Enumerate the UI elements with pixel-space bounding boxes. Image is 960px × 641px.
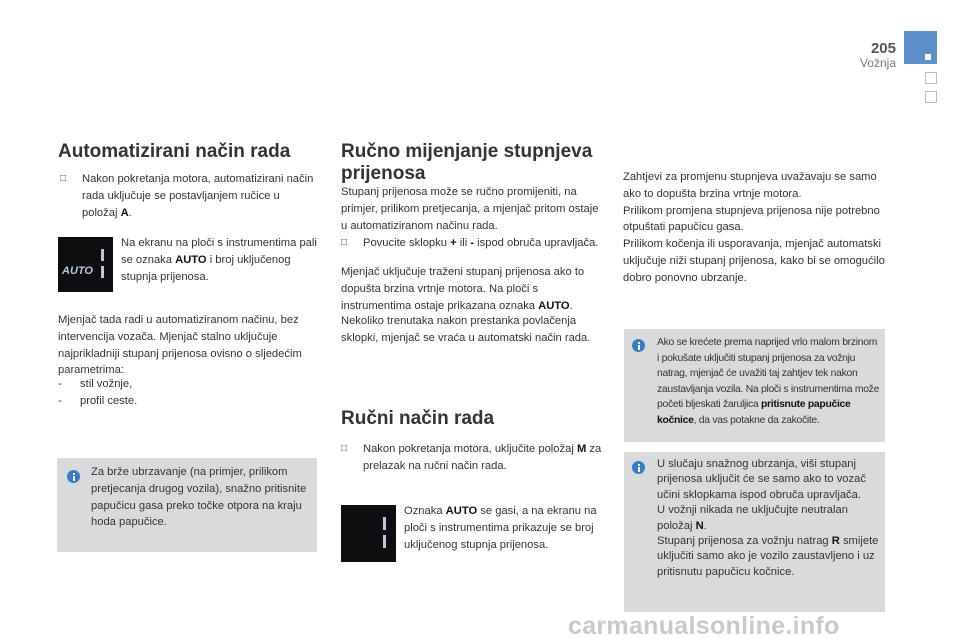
info-icon (632, 339, 645, 352)
bullet-icon: □ (341, 237, 348, 248)
list-item: - stil vožnje, (58, 378, 133, 390)
instrument-display-manual (341, 505, 396, 562)
paragraph-gear-engaged: Mjenjač uključuje traženi stupanj prijenosa ako to dopušta brzina vrtnje motora. Na ploči s instrumentima ostaje prikazana oznaka AUTO. (341, 266, 585, 312)
tab-marker-icon (925, 54, 931, 60)
paragraph-automatic: Mjenjač tada radi u automatiziranom načinu, bez intervencija vozača. Mjenjač stalno uključuje najprikladniji stupanj prijenosa ovisno o sljedećim parametrima: (58, 314, 302, 377)
warning-box-gears: U slučaju snažnog ubrzanja, viši stupanj prijenosa uključit će se samo ako to vozač učini sklopkama ispod obruča upravljača. U vožnji nikada ne uključujte neutralan položaj N. Stupanj prijenosa za vožnju natrag R smijete uključiti samo ako je vozilo zaustavljeno i uz pritisnutu papučicu kočnice. (624, 452, 885, 612)
paragraph-manual-shift: Stupanj prijenosa može se ručno promijeniti, na primjer, prilikom pretjecanja, a mjenjač pritom ostaje u automatiziranom načinu rada. (341, 186, 599, 232)
info-icon (67, 470, 80, 483)
paragraph-return-auto: Nekoliko trenutaka nakon prestanka povlačenja sklopki, mjenjač se vraća u automatski način rada. (341, 315, 591, 344)
display-auto-text: Na ekranu na ploči s instrumentima pali se oznaka AUTO i broj uključenog stupnja prijenosa. (121, 237, 317, 283)
bullet-icon: □ (60, 173, 67, 184)
page-number: 205 (870, 40, 896, 57)
watermark: carmanualsonline.info (568, 612, 840, 640)
info-box-reverse: Ako se krećete prema naprijed vrlo malom brzinom i pokušate uključiti stupanj prijenosa za vožnju natrag, mjenjač će uvažiti taj zahtjev tek nakon zaustavljanja vozila. Na ploči s instrumentima može početi bljeskati žaruljica pritisnute papučice kočnice, da vas potakne da zakočite. (624, 329, 885, 442)
bullet-pull-switch: □ Povucite sklopku + ili - ispod obruča upravljača. (341, 235, 603, 252)
right-paragraphs: Zahtjevi za promjenu stupnjeva uvažavaju se samo ako to dopušta brzina vrtnje motora. Prilikom promjena stupnjeva prijenosa nije potrebno otpuštati papučicu gasa. Prilikom kočenja ili usporavanja, mjenjač automatski uključuje niži stupanj prijenosa, kako bi se omogućilo dobro ponovno ubrzanje. (623, 171, 885, 284)
parameter-list (58, 376, 298, 410)
section-heading-manual-shift: Ručno mijenjanje stupnjeva prijenosa (341, 141, 593, 184)
section-heading-manual-mode: Ručni način rada (341, 408, 495, 429)
chapter-tab (904, 31, 937, 64)
info-icon (632, 461, 645, 474)
instrument-display-auto: AUTO (58, 237, 113, 292)
display-manual-text: Oznaka AUTO se gasi, a na ekranu na ploči s instrumentima prikazuje se broj uključenog stupnja prijenosa. (404, 505, 597, 551)
section-title: Vožnja (859, 56, 896, 70)
bullet-icon: □ (341, 443, 348, 454)
tab-square-icon (925, 91, 937, 103)
info-box-acceleration: Za brže ubrzavanje (na primjer, prilikom pretjecanja drugog vozila), snažno pritisnite papučicu gasa preko točke otpora na kraju hoda papučice. (57, 458, 317, 552)
list-item: - profil ceste. (58, 394, 138, 407)
bullet-auto-mode: □ Nakon pokretanja motora, automatizirani način rada uključuje se postavljanjem ručice u položaj A. (60, 173, 314, 219)
section-heading-automatic: Automatizirani način rada (58, 141, 291, 162)
bullet-manual-mode: □ Nakon pokretanja motora, uključite položaj M za prelazak na ručni način rada. (341, 443, 602, 472)
tab-square-icon (925, 72, 937, 84)
